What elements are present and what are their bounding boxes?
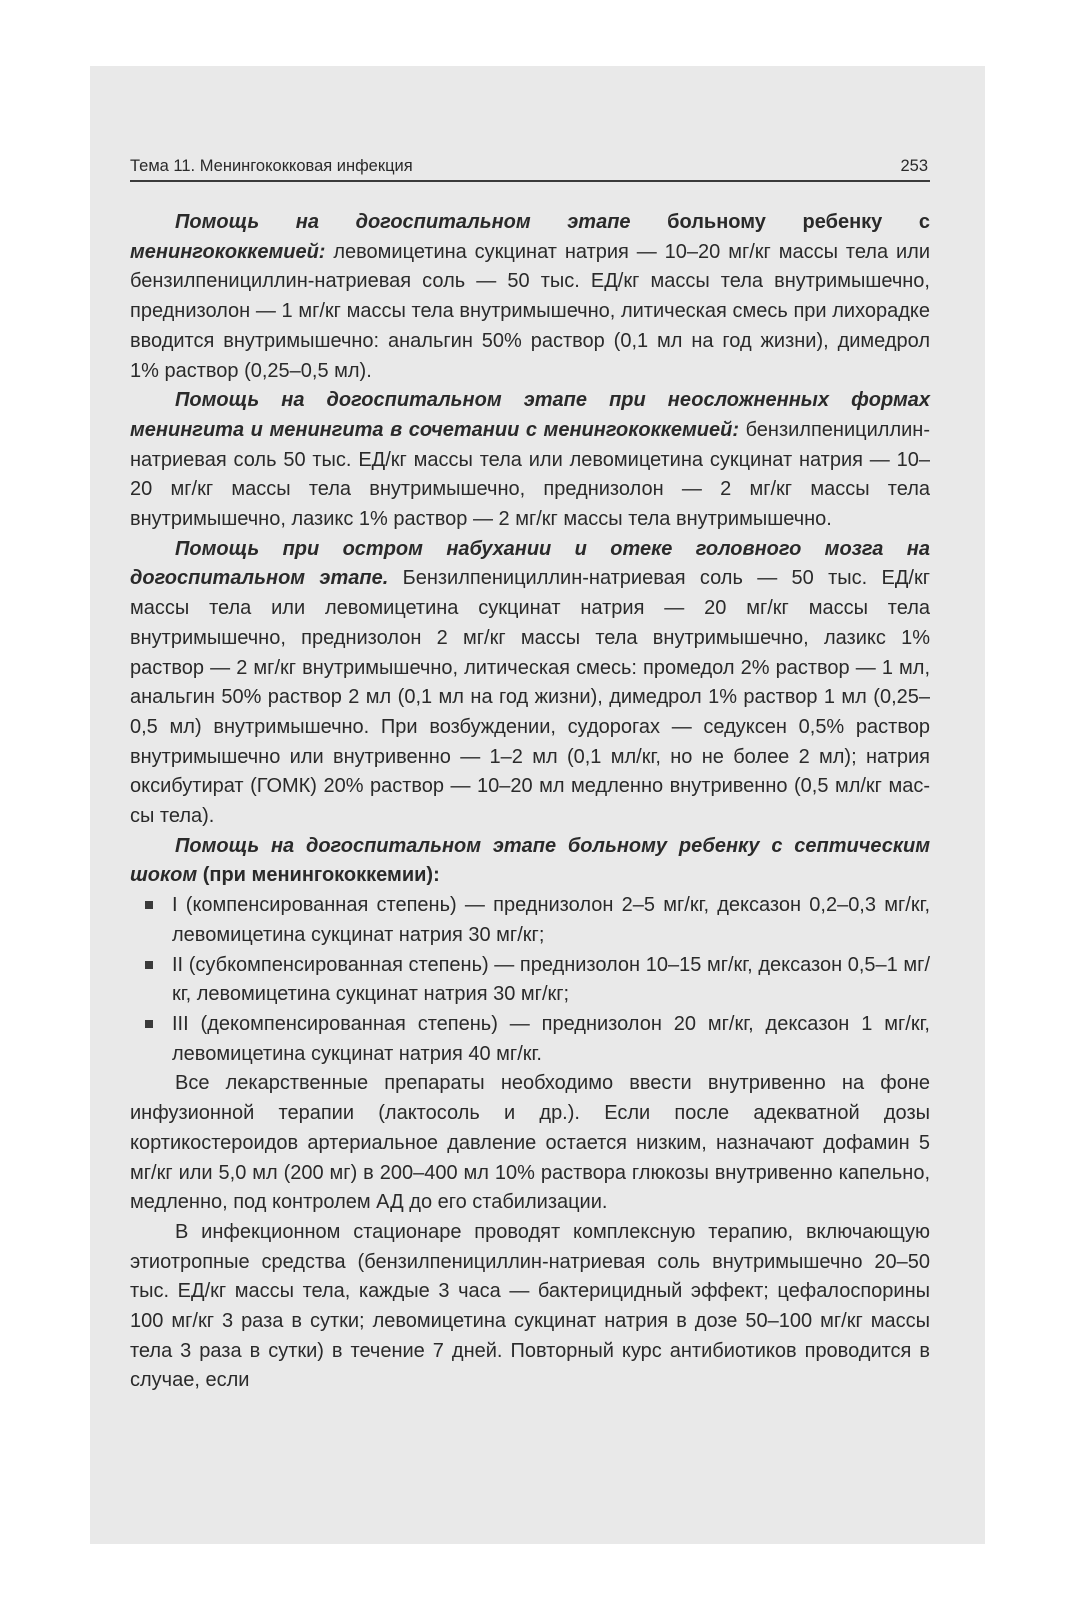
paragraph bbox=[130, 832, 930, 891]
page-body bbox=[130, 208, 930, 1396]
book-page bbox=[130, 150, 930, 1396]
list-item: II (субкомпенсированная степень) — преднизолон 10–15 мг/кг, дексазон 0,5–1 мг/кг, левомицетина сукцинат натрия 30 мг/кг; bbox=[130, 951, 930, 1010]
list-item: III (декомпенсированная степень) — преднизолон 20 мг/кг, дексазон 1 мг/кг, левомицетина сукцинат натрия 40 мг/кг. bbox=[130, 1010, 930, 1069]
paragraph-heading: Помощь на догоспитальном этапе больному ребенку с септическим шоком bbox=[130, 834, 930, 887]
running-header bbox=[130, 150, 930, 182]
running-title: Тема 11. Менингококковая инфекция bbox=[130, 157, 413, 175]
paragraph: В инфекционном стационаре проводят комплексную терапию, включающую этиотропные средства (бензилпенициллин-натриевая соль внутримышечно 20–50 тыс. ЕД/кг массы тела, каждые 3 часа — бактерицидный эффект; цефалоспорины 100 мг/кг 3 раза в сутки; левомицетина сукцинат натрия в дозе 50–100 мг/кг массы тела 3 раза в сутки) в течение 7 дней. Повторный курс антибиотиков проводится в случае, если bbox=[130, 1220, 930, 1392]
paragraph bbox=[130, 208, 930, 386]
paragraph-text: левомицетина сукцинат натрия — 10–20 мг/кг массы тела или бензилпенициллин-натриевая соль — 50 тыс. ЕД/кг массы тела внутримышечно, преднизолон — 1 мг/кг массы тела внутримышечно, литическая смесь при лихорадке вводится внутримышечно: анальгин 50% раствор (0,1 мл на год жизни), димедрол 1% раствор (0,25–0,5 мл). bbox=[130, 240, 930, 382]
paragraph: Все лекарственные препараты необходимо ввести внутривенно на фоне инфузионной терапии (лактосоль и др.). Если после адекватной дозы кортикостероидов артериальное давление остается низким, назначают дофамин 5 мг/кг или 5,0 мл (200 мг) в 200–400 мл 10% раствора глюкозы внутривенно капельно, медленно, под контролем АД до его стабилизации. bbox=[130, 1072, 930, 1214]
paragraph-heading: Помощь на догоспитальном этапе при неосложненных формах менингита и менингита в сочетании с менингококкемией: bbox=[130, 389, 930, 441]
paragraph bbox=[130, 386, 930, 535]
paragraph-text: Бензилпенициллин-натриевая соль — 50 тыс. ЕД/кг массы тела или левомицетина сукцинат натрия — 20 мг/кг массы тела внутримышечно, преднизолон 2 мг/кг массы тела внутримышечно, лазикс 1% раствор — 2 мг/кг внутримышечно, литическая смесь: промедол 2% раствор — 1 мл, анальгин 50% раствор 2 мл (0,1 мл на год жизни), димедрол 1% раствор 1 мл (0,25–0,5 мл) внутримышечно. При возбуждении, судорогах — седуксен 0,5% раствор внутримышечно или внутривенно — 1–2 мл (0,1 мл/кг, но не более 2 мл); натрия оксибутират (ГОМК) 20% раствор — 10–20 мл медленно внутривенно (0,5 мл/кг массы тела). bbox=[130, 567, 931, 828]
paragraph-heading-plain: (при менингококкемии): bbox=[197, 864, 440, 887]
list-item: I (компенсированная степень) — преднизолон 2–5 мг/кг, дексазон 0,2–0,3 мг/кг, левомицетина сукцинат натрия 30 мг/кг; bbox=[130, 891, 930, 950]
paragraph-heading-plain: больному ребенку с bbox=[630, 211, 930, 233]
paragraph-text: бензилпенициллин-натриевая соль 50 тыс. ЕД/кг массы тела или левомицетина сукцинат натрия — 10–20 мг/кг массы тела внутримышечно, преднизолон — 2 мг/кг массы тела внутримышечно, лазикс 1% раствор — 2 мг/кг массы тела внутримышечно. bbox=[130, 418, 930, 531]
paragraph-heading: Помощь на догоспитальном этапе bbox=[175, 211, 631, 233]
page-number: 253 bbox=[900, 157, 928, 175]
paragraph bbox=[130, 535, 930, 832]
shock-degree-list bbox=[130, 891, 930, 1069]
paragraph-heading: Помощь при остром набухании и отеке головного мозга на догоспитальном этапе. bbox=[130, 537, 930, 590]
paragraph-heading-tail: менингококкемией: bbox=[130, 240, 326, 263]
